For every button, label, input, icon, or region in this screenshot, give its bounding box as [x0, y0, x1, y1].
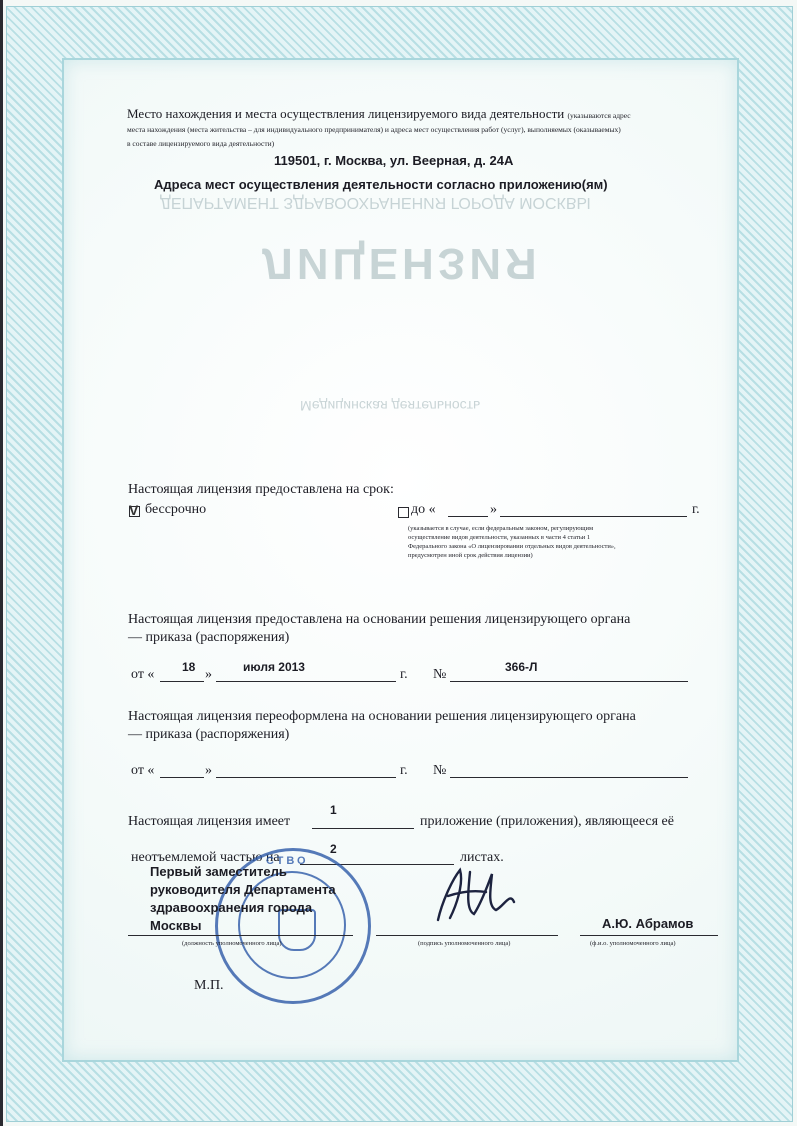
grant-day: 18 — [182, 660, 196, 674]
signer-position-line4: Москвы — [150, 918, 202, 933]
license-address: 119501, г. Москва, ул. Веерная, д. 24А — [274, 153, 514, 168]
show-through-text: ЛИЦЕНЗИЯ — [262, 239, 541, 288]
appendix-label: Настоящая лицензия имеет — [128, 814, 291, 829]
reissue-close-quote: » — [205, 763, 212, 778]
signature-line — [376, 935, 558, 936]
grant-number: 366-Л — [505, 660, 538, 674]
caption-name: (ф.и.о. уполномоченного лица) — [590, 940, 676, 947]
reissue-heading-line2: — приказа (распоряжения) — [128, 727, 290, 742]
appendix-line2-prefix: неотъемлемой частью на — [131, 850, 280, 865]
grant-day-line — [160, 681, 204, 682]
position-line — [128, 935, 353, 936]
appendix-suffix: приложение (приложения), являющееся её — [420, 814, 674, 829]
unlimited-label: бессрочно — [145, 502, 207, 517]
until-month-line — [500, 516, 687, 517]
grant-number-line — [450, 681, 688, 682]
name-line — [580, 935, 718, 936]
signer-position-line3: здравоохранения города — [150, 900, 313, 915]
handwritten-signature — [430, 862, 530, 932]
address-note-line3: в составе лицензируемого вида деятельности) — [127, 139, 275, 148]
until-close-quote: » — [490, 502, 497, 517]
grant-month-year: июля 2013 — [243, 660, 305, 674]
address-note-line2: места нахождения (места жительства – для индивидуального предпринимателя) и адреса мест осуществления работ (услуг), выполняемых (оказываемых) — [127, 125, 621, 134]
caption-signature: (подпись уполномоченного лица) — [418, 940, 511, 947]
show-through-text: ДЕПАРТАМЕНТ ЗДРАВООХРАНЕНИЯ ГОРОДА МОСКВЫ — [160, 194, 591, 211]
appendix-pages: 2 — [330, 842, 337, 856]
signer-position-line1: Первый заместитель — [150, 864, 287, 879]
reissue-heading-line1: Настоящая лицензия переоформлена на основании решения лицензирующего органа — [128, 709, 636, 724]
until-year-suffix: г. — [692, 502, 700, 517]
grant-heading-line1: Настоящая лицензия предоставлена на основании решения лицензирующего органа — [128, 612, 631, 627]
until-label: до « — [411, 502, 436, 517]
reissue-number-line — [450, 777, 688, 778]
appendix-count-line — [312, 828, 414, 829]
grant-heading-line2: — приказа (распоряжения) — [128, 630, 290, 645]
coat-of-arms-icon — [278, 909, 316, 951]
until-checkbox — [398, 507, 409, 518]
grant-close-quote: » — [205, 667, 212, 682]
seal-lettering: СТВО — [266, 855, 309, 867]
reissue-year-suffix: г. — [400, 763, 408, 778]
locations-note: Адреса мест осуществления деятельности согласно приложению(ям) — [154, 177, 608, 192]
scan-edge — [0, 0, 3, 1126]
reissue-month-line — [216, 777, 396, 778]
address-heading: Место нахождения и места осуществления лицензируемого вида деятельности (указываются адрес — [127, 106, 631, 121]
seal-label: М.П. — [194, 978, 224, 993]
reissue-number-label: № — [433, 763, 447, 778]
grant-year-suffix: г. — [400, 667, 408, 682]
until-day-line — [448, 516, 488, 517]
reissue-from-label: от « — [131, 763, 155, 778]
appendix-count: 1 — [330, 803, 337, 817]
term-heading: Настоящая лицензия предоставлена на срок: — [128, 482, 394, 497]
unlimited-check-mark: V — [129, 502, 139, 518]
signer-position-line2: руководителя Департамента — [150, 882, 336, 897]
grant-month-line — [216, 681, 396, 682]
signer-name: А.Ю. Абрамов — [602, 916, 694, 931]
grant-from-label: от « — [131, 667, 155, 682]
appendix-line2-suffix: листах. — [460, 850, 504, 865]
term-note: (указывается в случае, если федеральным законом, регулирующим осуществление видов деятельности, указанных в части 4 статьи 1 Федерального закона «О лицензировании отдельных видов деятельности», предусмотрен иной срок действия лицензии) — [408, 525, 616, 559]
grant-number-label: № — [433, 667, 447, 682]
caption-position: (должность уполномоченного лица) — [182, 940, 282, 947]
show-through-text: Медицинская деятельность — [300, 398, 481, 414]
reissue-day-line — [160, 777, 204, 778]
